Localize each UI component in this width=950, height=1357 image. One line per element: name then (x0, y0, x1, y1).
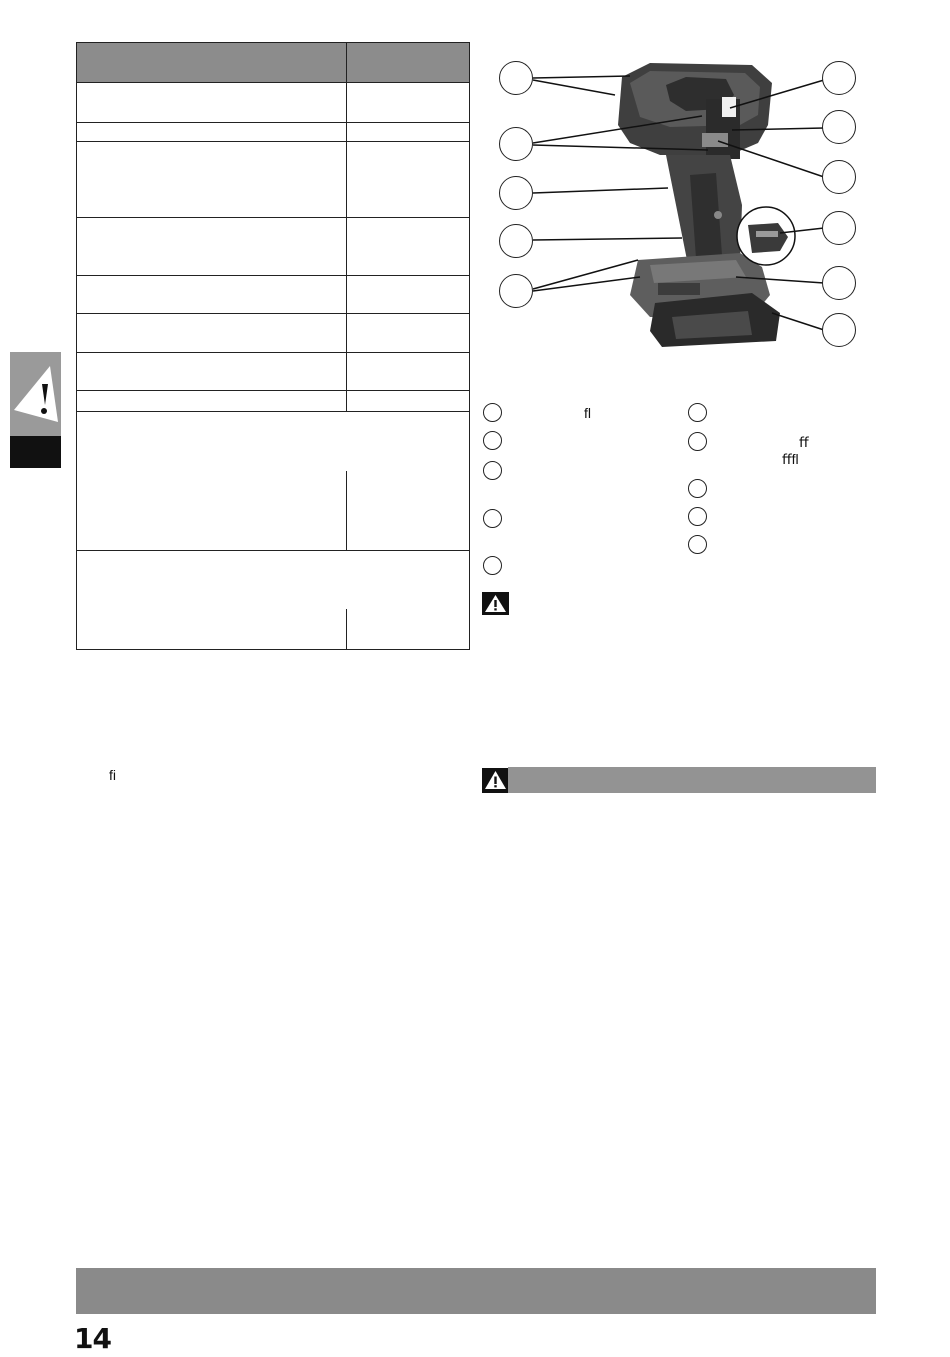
footer-bar (76, 1268, 876, 1314)
legend-circle (483, 403, 502, 422)
legend-circle (688, 432, 707, 451)
callout-circle (499, 61, 533, 95)
callout-circle (822, 61, 856, 95)
spec-row-line (77, 275, 469, 276)
callout-circle (499, 176, 533, 210)
spec-row-line (77, 141, 469, 142)
legend-text-fragment: ﬀ (799, 434, 809, 450)
spec-row-line (77, 390, 469, 391)
spec-row-line (77, 122, 469, 123)
callout-circle (499, 224, 533, 258)
spec-column-divider (346, 43, 347, 412)
spec-row-line (77, 411, 469, 412)
legend-circle (688, 479, 707, 498)
callout-circle (499, 127, 533, 161)
body-text-fragment: ﬁ (109, 767, 116, 783)
spec-row-line (77, 217, 469, 218)
legend-circle (483, 461, 502, 480)
warning-triangle-icon (482, 592, 509, 615)
callout-circle (822, 313, 856, 347)
legend-circle (688, 507, 707, 526)
tool-figure (490, 55, 870, 355)
callout-circle (499, 274, 533, 308)
spec-column-divider-lower-1 (346, 471, 347, 551)
warning-exclamation-icon (10, 352, 61, 436)
spec-row-line (77, 352, 469, 353)
legend-text-fragment: ﬀﬂ (782, 451, 799, 467)
callout-circle (822, 211, 856, 245)
legend-circle (483, 509, 502, 528)
legend-text-fragment: ﬂ (584, 405, 591, 421)
callout-circle (822, 266, 856, 300)
legend-circle (483, 431, 502, 450)
page-number: 14 (74, 1322, 111, 1355)
warning-triangle-icon (482, 768, 509, 793)
spec-row-line (77, 313, 469, 314)
legend-circle (483, 556, 502, 575)
spec-row-line (77, 550, 469, 551)
sidebar-tab-grey (10, 352, 61, 436)
sidebar-tab-black (10, 436, 61, 468)
legend-circle (688, 535, 707, 554)
legend-circle (688, 403, 707, 422)
callout-circle (822, 160, 856, 194)
spec-table-header (77, 43, 469, 83)
warning-header-bar (508, 767, 876, 793)
callout-circle (822, 110, 856, 144)
sidebar-warning-tab (10, 352, 61, 468)
spec-column-divider-lower-2 (346, 609, 347, 650)
spec-table (76, 42, 470, 650)
